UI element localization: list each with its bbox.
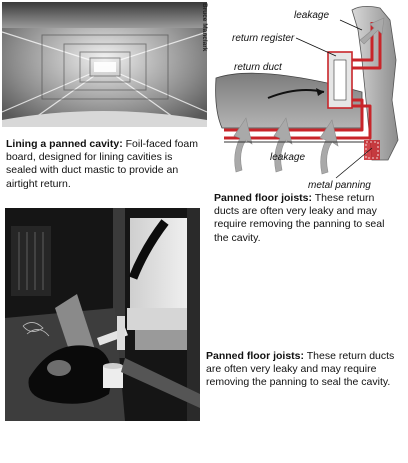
panned-bottom-caption — [206, 350, 400, 390]
lining-caption-body: Foil-faced foam board, designed for lining cavities is sealed with duct mastic to provide an airtight return. — [6, 138, 198, 190]
panned-bottom-caption-body: These return ducts are often very leaky and may require removing the panning to seal the cavity. — [206, 350, 395, 389]
panned-bottom-caption-title: Panned floor joists: — [206, 350, 305, 362]
label-return-duct: return duct — [234, 62, 282, 73]
panned-right-caption-title: Panned floor joists: — [214, 192, 313, 204]
crawlspace-photo — [5, 208, 200, 421]
lining-caption-title: Lining a panned cavity: — [6, 138, 123, 150]
label-metal-panning: metal panning — [308, 180, 371, 191]
label-leakage-top: leakage — [294, 10, 330, 21]
panned-right-caption-body: These return ducts are often very leaky and may require removing the panning to seal the cavity. — [214, 192, 385, 244]
label-leakage-bottom: leakage — [270, 152, 306, 163]
panned-joist-diagram — [212, 0, 408, 195]
label-return-register: return register — [232, 33, 295, 44]
crawlspace-illustration — [5, 208, 200, 421]
panned-joist-drawing — [212, 0, 408, 195]
panned-right-caption — [214, 192, 400, 245]
foil-lined-cavity-photo — [2, 2, 207, 127]
foil-cavity-illustration — [2, 2, 207, 127]
photo-credit: Bruce Manclark — [201, 3, 208, 52]
lining-caption — [6, 138, 206, 191]
